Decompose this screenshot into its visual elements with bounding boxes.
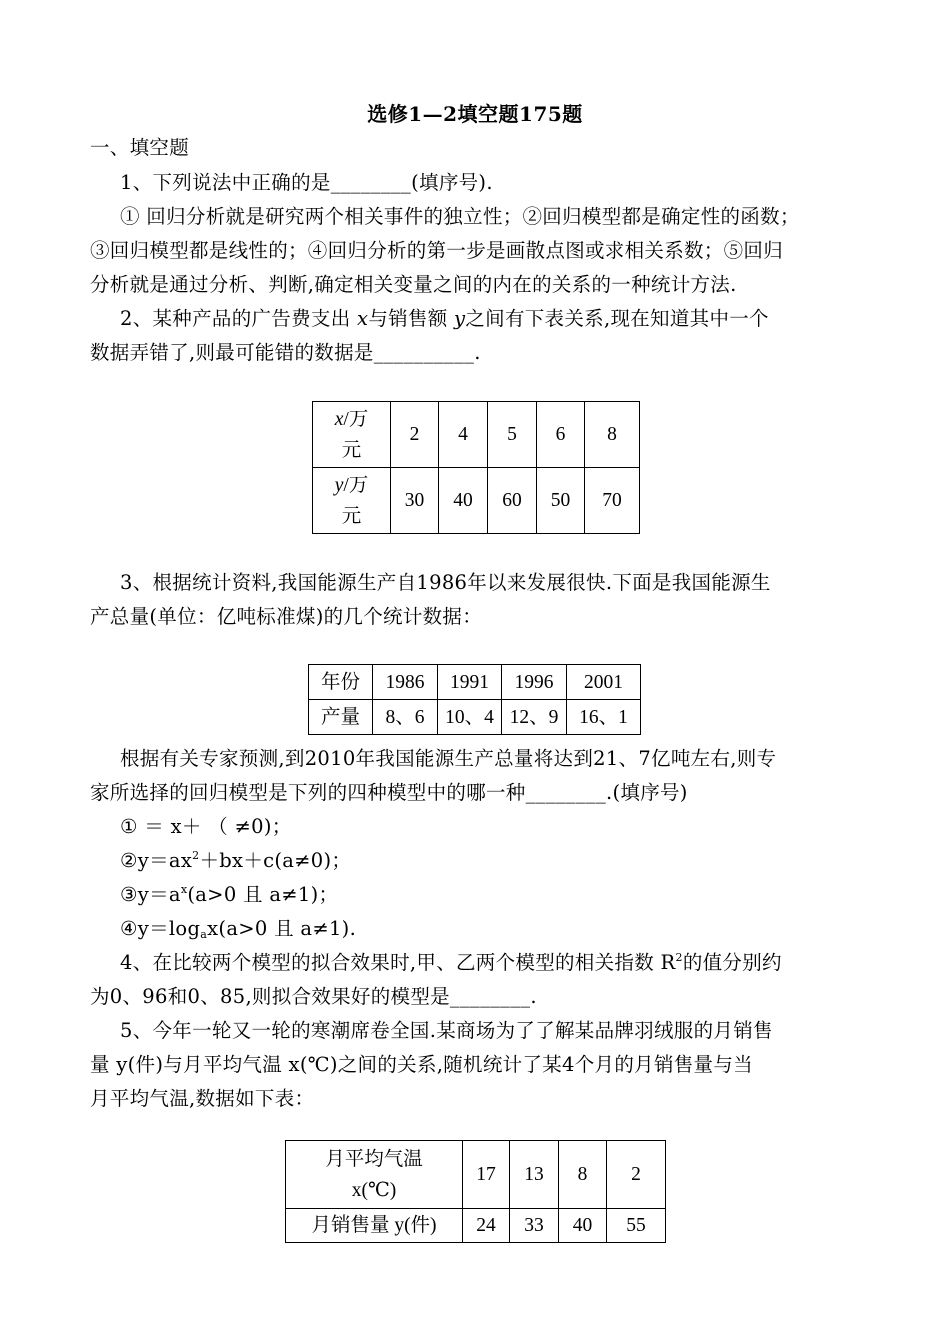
table-row bbox=[309, 700, 641, 735]
table-row bbox=[313, 468, 640, 534]
table-cell: 10、4 bbox=[438, 700, 502, 735]
row-header-temperature: 月平均气温 x(℃) bbox=[286, 1141, 463, 1209]
q2-stem-line1: 2、某种产品的广告费支出 x与销售额 y之间有下表关系,现在知道其中一个 bbox=[120, 307, 769, 330]
row-header-year: 年份 bbox=[309, 665, 373, 700]
table-cell: 8 bbox=[585, 402, 640, 468]
row-header-sales: 月销售量 y(件) bbox=[286, 1209, 463, 1243]
table-cell: 2 bbox=[391, 402, 439, 468]
table-cell: 1986 bbox=[373, 665, 438, 700]
q3-after-line1: 根据有关专家预测,到2010年我国能源生产总量将达到21、7亿吨左右,则专 bbox=[120, 747, 777, 770]
q3-model-3: $③y=a^x(a>0$ 且 a≠1)； bbox=[120, 883, 339, 906]
q3-after-line2: 家所选择的回归模型是下列的四种模型中的哪一种________.(填序号) bbox=[90, 781, 688, 804]
table-row bbox=[313, 402, 640, 468]
table-cell: 70 bbox=[585, 468, 640, 534]
q5-stem-line1: 5、今年一轮又一轮的寒潮席卷全国.某商场为了了解某品牌羽绒服的月销售 bbox=[120, 1019, 773, 1042]
q1-options-line2: ③回归模型都是线性的；④回归分析的第一步是画散点图或求相关系数；⑤回归 bbox=[90, 239, 784, 262]
q1-options-line1: ① 回归分析就是研究两个相关事件的独立性；②回归模型都是确定性的函数； bbox=[120, 205, 800, 228]
table-cell: 13 bbox=[510, 1141, 559, 1209]
table-cell: 40 bbox=[559, 1209, 607, 1243]
table-cell: 33 bbox=[510, 1209, 559, 1243]
table-cell: 12、9 bbox=[502, 700, 567, 735]
table-row bbox=[286, 1209, 666, 1243]
row-header-x: x/万 元 bbox=[313, 402, 391, 468]
q1-options-line3: 分析就是通过分析、判断,确定相关变量之间的内在的关系的一种统计方法. bbox=[90, 273, 737, 296]
table-cell: 60 bbox=[488, 468, 537, 534]
table-cell: 24 bbox=[463, 1209, 510, 1243]
table-cell: 5 bbox=[488, 402, 537, 468]
q3-data-table bbox=[308, 664, 641, 735]
table-cell: 1996 bbox=[502, 665, 567, 700]
table-cell: 50 bbox=[537, 468, 585, 534]
row-header-y: y/万 元 bbox=[313, 468, 391, 534]
table-cell: 8 bbox=[559, 1141, 607, 1209]
q2-stem-line2: 数据弄错了,则最可能错的数据是__________. bbox=[90, 341, 481, 364]
q4-stem-line1: 4、在比较两个模型的拟合效果时,甲、乙两个模型的相关指数 $R^2$的值分别约 bbox=[120, 951, 782, 974]
table-cell: 17 bbox=[463, 1141, 510, 1209]
table-cell: 2 bbox=[607, 1141, 666, 1209]
q1-stem: 1、下列说法中正确的是________(填序号). bbox=[120, 171, 493, 194]
q3-model-1: ① ＝ x＋ （ ≠0)； bbox=[120, 815, 292, 838]
table-cell: 40 bbox=[439, 468, 488, 534]
q5-stem-line3: 月平均气温,数据如下表： bbox=[90, 1087, 315, 1110]
table-cell: 30 bbox=[391, 468, 439, 534]
q3-model-4: $④y=\log_ax(a>0$ 且 a≠1). bbox=[120, 917, 357, 941]
table-cell: 6 bbox=[537, 402, 585, 468]
table-row bbox=[286, 1141, 666, 1209]
table-cell: 4 bbox=[439, 402, 488, 468]
table-row bbox=[309, 665, 641, 700]
table-cell: 55 bbox=[607, 1209, 666, 1243]
q3-stem-line1: 3、根据统计资料,我国能源生产自1986年以来发展很快.下面是我国能源生 bbox=[120, 571, 771, 594]
section-heading: 一、填空题 bbox=[90, 136, 190, 159]
q2-data-table bbox=[312, 401, 640, 534]
q3-stem-line2: 产总量(单位：亿吨标准煤)的几个统计数据： bbox=[90, 605, 483, 628]
table-cell: 16、1 bbox=[567, 700, 641, 735]
q5-stem-line2: 量 y(件)与月平均气温 x(℃)之间的关系,随机统计了某4个月的月销售量与当 bbox=[90, 1053, 753, 1076]
page-title: 选修1—2填空题175题 bbox=[367, 102, 583, 126]
table-cell: 8、6 bbox=[373, 700, 438, 735]
q5-data-table bbox=[285, 1140, 666, 1243]
table-cell: 1991 bbox=[438, 665, 502, 700]
row-header-output: 产量 bbox=[309, 700, 373, 735]
q4-stem-line2: 为0、96和0、85,则拟合效果好的模型是________. bbox=[90, 985, 537, 1008]
q3-model-2: $②y=ax^2+bx+c(a\ne 0)$； bbox=[120, 849, 352, 872]
table-cell: 2001 bbox=[567, 665, 641, 700]
